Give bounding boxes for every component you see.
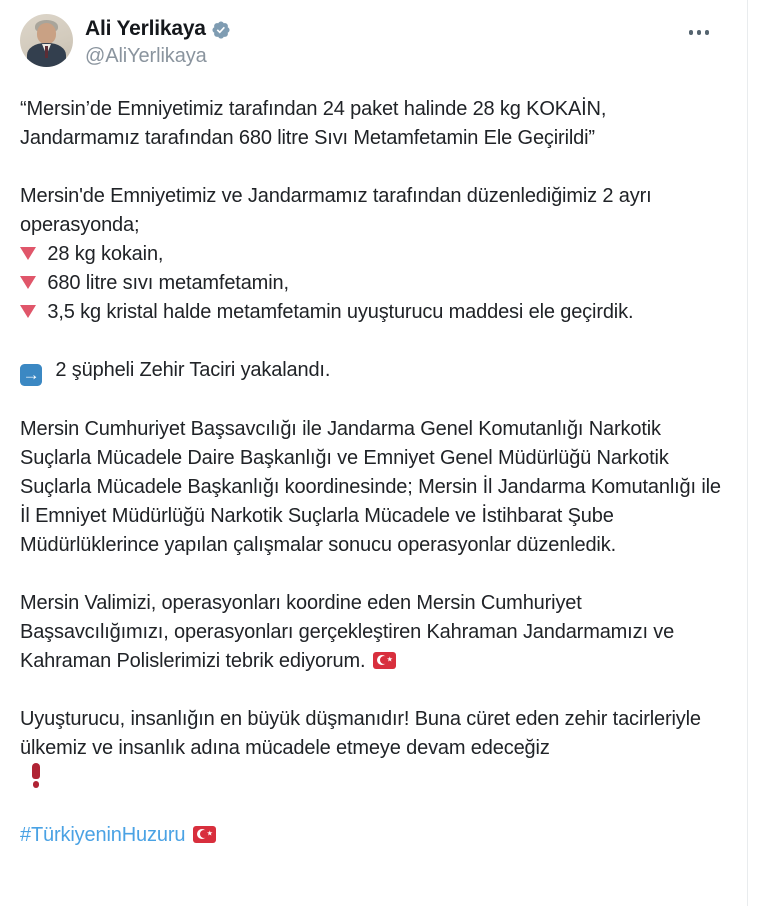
turkey-flag-icon: ★ (193, 826, 216, 843)
red-exclamation-icon (28, 763, 44, 788)
hashtag-link[interactable]: #TürkiyeninHuzuru (20, 823, 186, 846)
tweet-header (20, 14, 727, 70)
tweet-paragraph-coordination-details: Mersin Cumhuriyet Başsavcılığı ile Jandarma Genel Komutanlığı Narkotik Suçlarla Mücadele Daire Başkanlığı ve Emniyet Genel Müdürlüğü Narkotik Suçlarla Mücadele Başkanlığı koordinesinde; Mersin İl Jandarma Komutanlığı ile İl Emniyet Müdürlüğü Narkotik Suçlarla Mücadele ve İstihbarat Şube Müdürlüklerince yapılan çalışmalar sonucu operasyonlar düzenledik. (20, 417, 721, 556)
red-triangle-down-icon (20, 305, 36, 318)
avatar-tie (45, 46, 48, 58)
turkey-flag-icon: ★ (373, 652, 396, 669)
more-dot (689, 30, 694, 35)
right-arrow-icon: → (20, 364, 42, 386)
red-triangle-down-icon (20, 276, 36, 289)
verified-badge-icon (211, 20, 231, 40)
tweet-paragraph-hashtag-line (20, 821, 727, 850)
more-dot (697, 30, 702, 35)
more-button[interactable] (683, 24, 716, 41)
tweet-paragraph-vow-against-drugs: Uyuşturucu, insanlığın en büyük düşmanıdır! Buna cüret eden zehir tacirleriyle ülkemiz ve insanlık adına mücadele etmeye devam edeceğiz (20, 705, 727, 792)
tweet-paragraph-quote-headline: “Mersin’de Emniyetimiz tarafından 24 paket halinde 28 kg KOKAİN, Jandarmamız tarafından 680 litre Sıvı Metamfetamin Ele Geçirildi” (20, 98, 607, 149)
author-handle[interactable]: @AliYerlikaya (85, 45, 207, 67)
author-names (85, 14, 231, 68)
red-triangle-down-icon (20, 247, 36, 260)
tweet-paragraph-congratulations: Mersin Valimizi, operasyonları koordine eden Mersin Cumhuriyet Başsavcılığımızı, operasyonları gerçekleştiren Kahraman Jandarmamızı ve Kahraman Polislerimizi tebrik ediyorum. ★ (20, 591, 675, 672)
avatar[interactable] (20, 14, 73, 67)
tweet-paragraph-operations-list: Mersin'de Emniyetimiz ve Jandarmamız tarafından düzenlediğimiz 2 ayrı operasyonda; 28 kg kokain, 680 litre sıvı metamfetamin, 3,5 kg kristal halde metamfetamin uyuşturucu maddesi ele geçirdik. (20, 185, 652, 323)
author-display-name[interactable]: Ali Yerlikaya (85, 17, 206, 40)
tweet-paragraph-suspects-caught: → 2 şüpheli Zehir Taciri yakalandı. (20, 356, 727, 386)
avatar-face (37, 23, 56, 44)
more-dot (705, 30, 710, 35)
tweet-body (20, 95, 727, 850)
